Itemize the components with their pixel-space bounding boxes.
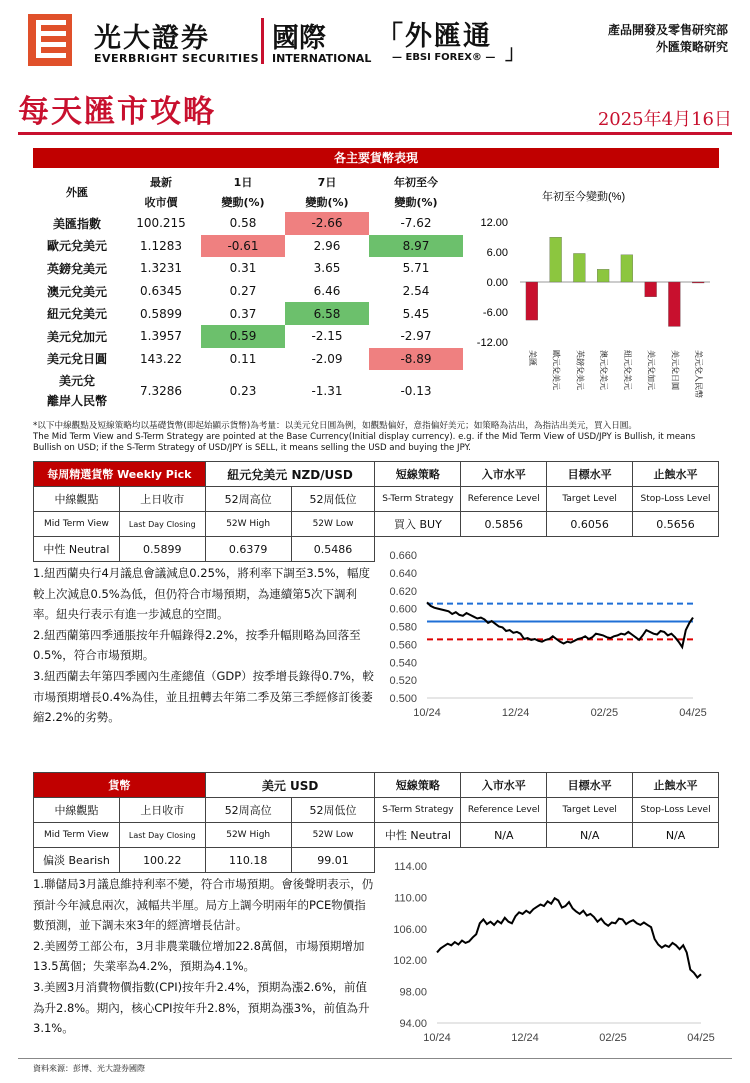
high-value: 0.6379 (205, 537, 291, 562)
last-close-header-en: Last Day Closing (119, 512, 205, 537)
usd-line-chart (375, 856, 720, 1048)
strategy-header-en: S-Term Strategy (375, 798, 461, 823)
x-tick-label: 美匯 (527, 350, 537, 366)
table-row (33, 280, 463, 303)
x-tick-label: 02/25 (599, 1032, 627, 1044)
entry-value: N/A (461, 823, 547, 848)
nzd-bullet-2: 2.紐西蘭第四季通脹按年升幅錄得2.2%，按季升幅則略為回落至0.5%，符合市場預期。 (33, 627, 361, 663)
change-7d: 3.65 (313, 261, 341, 276)
change-ytd: 8.97 (369, 235, 463, 258)
report-date: 2025年4月16日 (597, 109, 732, 130)
y-tick-label: 0.00 (486, 277, 508, 289)
last-close-header: 上日收市 (119, 487, 205, 512)
x-tick-label: 12/24 (511, 1032, 539, 1044)
change-ytd: 5.45 (402, 306, 430, 321)
change-1d: 0.27 (229, 284, 257, 299)
change-7d: -1.31 (311, 384, 343, 399)
change-1d: -0.61 (201, 235, 285, 258)
table-row (33, 235, 463, 258)
target-value: 0.6056 (547, 512, 633, 537)
y-tick-label: 0.660 (389, 550, 417, 562)
last-close: 0.6345 (140, 284, 182, 299)
bar (597, 269, 609, 282)
y-tick-label: 114.00 (394, 861, 427, 873)
y-tick-label: 110.00 (394, 892, 427, 905)
brand-name-cn: 光大證券 (94, 23, 210, 54)
usd-commentary (33, 874, 375, 1039)
table-row (33, 302, 463, 325)
entry-value: 0.5856 (461, 512, 547, 537)
midterm-header-en: Mid Term View (34, 512, 120, 537)
disclaimer-cn: *以下中線觀點及短線策略均以基礎貨幣(即起始顯示貨幣)為考量：以美元兌日圓為例，如觀點偏好，意指偏好美元；如策略為沽出，為指沽出美元，買入日圓。 (33, 421, 637, 431)
table-row (33, 212, 463, 235)
currency-name: 美元兌日圓 (46, 352, 107, 367)
change-ytd: -7.62 (400, 216, 432, 231)
currency-name: 紐元兌美元 (46, 307, 107, 322)
change-1d: 0.58 (229, 216, 257, 231)
department (608, 22, 728, 56)
change-1d: 0.59 (201, 325, 285, 348)
currency-panel-title: 各主要貨幣表現 (33, 148, 719, 168)
ebsi-bracket: 」 (505, 40, 525, 64)
change-ytd: 5.71 (402, 261, 430, 276)
currency-name-line-2: 離岸人民幣 (46, 394, 107, 409)
department-line-2: 外匯策略研究 (655, 40, 728, 54)
target-header: 目標水平 (547, 462, 633, 487)
chart-title: 年初至今變動(%) (542, 191, 626, 203)
entry-header: 入市水平 (461, 462, 547, 487)
bar (550, 237, 562, 282)
ebsi-label-en: — EBSI FOREX® — (392, 52, 496, 63)
x-tick-label: 英鎊兌美元 (575, 350, 585, 390)
change-ytd: 2.54 (402, 284, 430, 299)
change-7d: -2.66 (285, 212, 369, 235)
disclaimer-en: The Mid Term View and S-Term Strategy are pointed at the Base Currency(Initial display currency). e.g. if the Mid Term View of USD/JPY is Bullish, it means Bullish on USD; if the S-Term Strategy of USD/JPY is SELL, it means selling the USD and buying the JPY. (33, 432, 696, 453)
stop-value: 0.5656 (633, 512, 719, 537)
change-7d: -2.09 (311, 351, 343, 366)
last-close: 1.1283 (140, 238, 182, 253)
low-value: 0.5486 (291, 537, 375, 562)
x-tick-label: 04/25 (679, 707, 707, 719)
change-ytd: -0.13 (400, 384, 432, 399)
weekly-pick-label: 每周精選貨幣 Weekly Pick (34, 462, 206, 487)
change-1d: 0.37 (229, 306, 257, 321)
y-tick-label: 102.00 (393, 955, 427, 968)
y-tick-label: 0.600 (389, 603, 417, 616)
stop-value: N/A (633, 823, 719, 848)
x-tick-label: 美元兌人民幣 (694, 350, 704, 398)
footer-rule (18, 1058, 732, 1059)
bar (668, 282, 680, 326)
midterm-header: 中線觀點 (34, 798, 120, 823)
bar (573, 253, 585, 282)
table-row (33, 325, 463, 348)
y-tick-label: 0.500 (389, 693, 417, 705)
y-tick-label: 0.540 (389, 657, 417, 670)
low-header-en: 52W Low (291, 823, 375, 848)
currency-name: 澳元兌美元 (46, 284, 107, 299)
nzd-commentary (33, 563, 375, 728)
currency-name: 英鎊兌美元 (46, 261, 107, 276)
target-value: N/A (547, 823, 633, 848)
currency-name: 美匯指數 (52, 216, 101, 231)
currency-table (33, 172, 463, 412)
last-close-value: 100.22 (119, 848, 205, 873)
price-line (437, 898, 701, 977)
last-close: 1.3231 (140, 261, 182, 276)
change-7d: 6.46 (313, 284, 341, 299)
disclaimer (33, 421, 723, 454)
x-tick-label: 澳元兌美元 (599, 350, 609, 390)
col-header-name: 外匯 (66, 186, 88, 199)
y-tick-label: 6.00 (486, 247, 508, 259)
bar (621, 255, 633, 282)
y-tick-label: -6.00 (482, 307, 508, 319)
change-1d: 0.23 (229, 384, 257, 399)
col-subheader-d7: 變動(%) (305, 196, 349, 209)
department-line-1: 產品開發及零售研究部 (607, 23, 728, 37)
usd-pair-label: 美元 USD (205, 773, 375, 798)
last-close: 1.3957 (140, 329, 182, 344)
change-7d: 6.58 (285, 302, 369, 325)
stop-header: 止蝕水平 (633, 462, 719, 487)
last-close: 143.22 (140, 351, 182, 366)
pair-label: 紐元兌美元 NZD/USD (205, 462, 375, 487)
change-ytd: -2.97 (400, 329, 432, 344)
x-tick-label: 04/25 (687, 1032, 715, 1044)
high-value: 110.18 (205, 848, 291, 873)
col-subheader-ytd: 變動(%) (394, 196, 438, 209)
col-subheader-d1: 變動(%) (221, 196, 265, 209)
stop-header-en: Stop-Loss Level (633, 487, 719, 512)
low-header: 52周低位 (291, 798, 375, 823)
table-row (33, 257, 463, 280)
entry-header-en: Reference Level (461, 798, 547, 823)
y-tick-label: 0.580 (389, 621, 417, 634)
midterm-header-en: Mid Term View (34, 823, 120, 848)
bar (645, 282, 657, 297)
target-header-en: Target Level (547, 487, 633, 512)
everbright-logo (28, 14, 72, 66)
col-header-last: 最新 (150, 176, 172, 189)
col-header-d1: 1日 (233, 176, 253, 189)
last-close-header-en: Last Day Closing (119, 823, 205, 848)
last-close-header: 上日收市 (119, 798, 205, 823)
x-tick-label: 紐元兌美元 (622, 350, 632, 390)
y-tick-label: 94.00 (399, 1018, 427, 1030)
x-tick-label: 歐元兌美元 (551, 350, 561, 390)
ebsi-label-cn: 「外匯通 (376, 21, 492, 52)
change-ytd: -8.89 (369, 348, 463, 371)
y-tick-label: 98.00 (399, 986, 427, 999)
change-1d: 0.31 (229, 261, 257, 276)
usd-bullet-1: 1.聯儲局3月議息維持利率不變，符合市場預期。會後聲明表示，仍預計今年減息兩次，減幅共半厘。局方上調今明兩年的PCE物價指數預測，並下調未來3年的經濟增長估計。 (33, 877, 374, 933)
y-tick-label: 12.00 (480, 217, 508, 229)
high-header: 52周高位 (205, 487, 291, 512)
y-tick-label: 0.560 (389, 639, 417, 652)
y-tick-label: 106.00 (393, 923, 427, 936)
nzd-bullet-3: 3.紐西蘭去年第四季國內生產總值（GDP）按季增長錄得0.7%，較市場預期增長0.4%為佳，並且扭轉去年第二季及第三季經修訂後萎縮2.2%的劣勢。 (33, 668, 374, 725)
y-tick-label: 0.520 (389, 675, 417, 688)
currency-name-line-1: 美元兌 (58, 374, 95, 389)
midterm-header: 中線觀點 (34, 487, 120, 512)
stop-header-en: Stop-Loss Level (633, 798, 719, 823)
strategy-value: 中性 Neutral (375, 823, 461, 848)
usd-section-label: 貨幣 (34, 773, 206, 798)
strategy-header: 短線策略 (375, 462, 461, 487)
target-header-en: Target Level (547, 798, 633, 823)
target-header: 目標水平 (547, 773, 633, 798)
high-header-en: 52W High (205, 823, 291, 848)
x-tick-label: 12/24 (501, 707, 530, 719)
change-1d: 0.11 (229, 351, 257, 366)
price-line (427, 602, 693, 647)
currency-name: 美元兌加元 (46, 329, 107, 344)
nzd-bullet-1: 1.紐西蘭央行4月議息會議減息0.25%，將利率下調至3.5%，幅度較上次減息0.5%為低，但仍符合市場預期，為連續第5次下調利率。紐央行表示有進一步減息的空間。 (33, 566, 371, 622)
source-note: 資料來源：彭博、光大證券國際 (33, 1064, 145, 1073)
page-title: 每天匯市攻略 (18, 94, 216, 130)
usd-bullet-2: 2.美國勞工部公布，3月非農業職位增加22.8萬個，市場預期增加13.5萬個；失業率為4.2%，預期為4.1%。 (33, 938, 365, 974)
col-header-d7: 7日 (317, 176, 337, 189)
change-7d: -2.15 (311, 329, 343, 344)
usd-bullet-3: 3.美國3月消費物價指數(CPI)按年升2.4%，預期為漲2.6%，前值為升2.8%。期內，核心CPI按年升2.8%，預期為漲3%，前值為升3.1%。 (33, 979, 370, 1036)
x-tick-label: 美元兌日圓 (670, 350, 680, 390)
intl-label-en: INTERNATIONAL (272, 52, 372, 65)
entry-header: 入市水平 (461, 773, 547, 798)
table-row (33, 370, 463, 412)
last-close: 7.3286 (140, 384, 182, 399)
x-tick-label: 10/24 (423, 1032, 451, 1044)
ytd-bar-chart (470, 180, 720, 416)
y-tick-label: -12.00 (476, 337, 508, 349)
brand-name-en: EVERBRIGHT SECURITIES (94, 52, 260, 65)
y-tick-label: 0.620 (389, 585, 417, 598)
low-header-en: 52W Low (291, 512, 375, 537)
bar (692, 282, 704, 283)
stop-header: 止蝕水平 (633, 773, 719, 798)
x-tick-label: 02/25 (590, 707, 619, 719)
x-tick-label: 美元兌加元 (646, 350, 656, 390)
strategy-header: 短線策略 (375, 773, 461, 798)
high-header-en: 52W High (205, 512, 291, 537)
strategy-header-en: S-Term Strategy (375, 487, 461, 512)
bar (526, 282, 538, 320)
col-subheader-last: 收市價 (144, 196, 178, 209)
midterm-view-value: 偏淡 Bearish (34, 848, 120, 873)
low-header: 52周低位 (291, 487, 375, 512)
header-divider (261, 18, 264, 64)
header-rule (18, 132, 732, 135)
last-close: 100.215 (136, 216, 186, 231)
y-tick-label: 0.640 (389, 567, 417, 580)
entry-header-en: Reference Level (461, 487, 547, 512)
strategy-value: 買入 BUY (375, 512, 461, 537)
x-tick-label: 10/24 (413, 707, 441, 719)
low-value: 99.01 (291, 848, 375, 873)
col-header-ytd: 年初至今 (394, 176, 438, 189)
table-row (33, 348, 463, 371)
change-7d: 2.96 (313, 238, 341, 253)
nzd-line-chart (375, 545, 720, 725)
intl-label-cn: 國際 (272, 23, 326, 54)
last-close: 0.5899 (140, 306, 182, 321)
high-header: 52周高位 (205, 798, 291, 823)
currency-name (33, 370, 121, 412)
last-close-value: 0.5899 (119, 537, 205, 562)
midterm-view-value: 中性 Neutral (34, 537, 120, 562)
currency-name: 歐元兌美元 (46, 239, 107, 254)
